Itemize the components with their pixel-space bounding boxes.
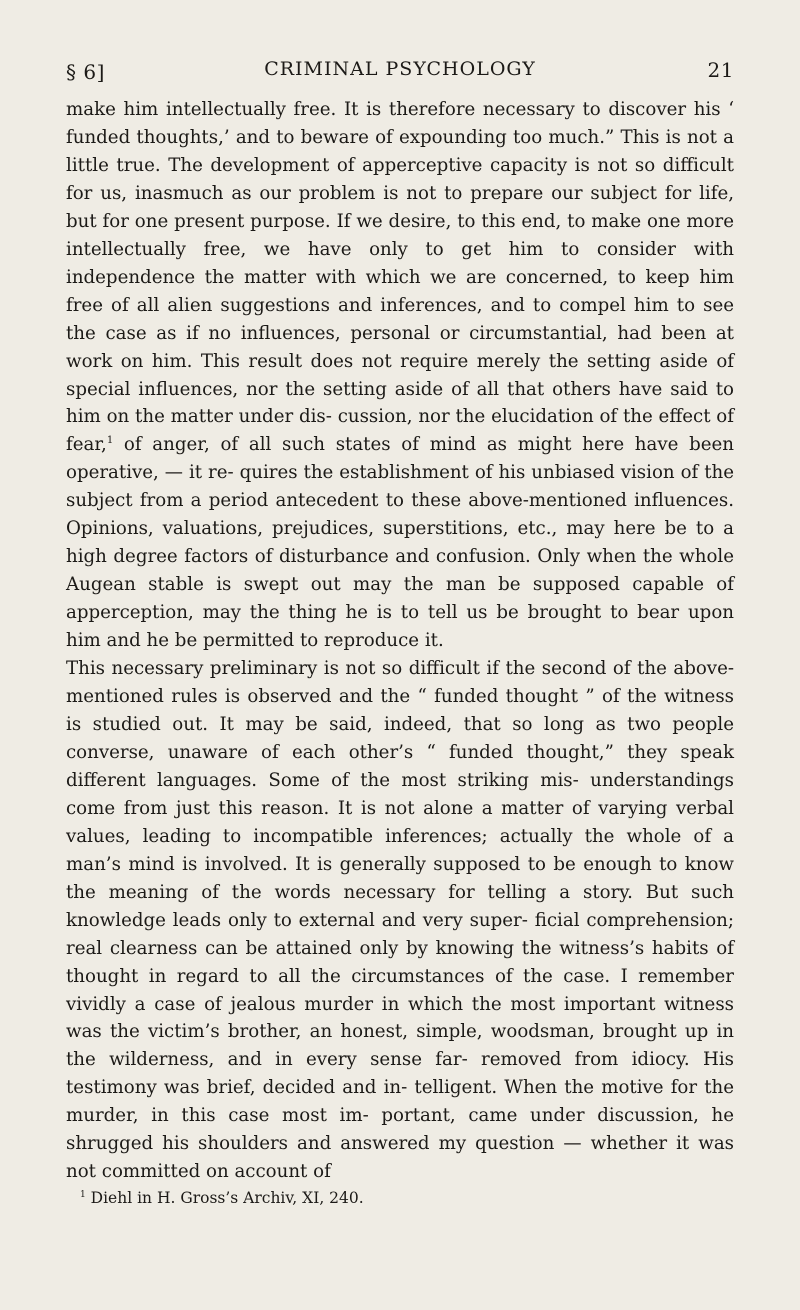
footnote <box>66 1188 734 1208</box>
footnote-text: Diehl in H. Gross’s Archiv, XI, 240. <box>85 1189 364 1208</box>
paragraph-1-part-2: of anger, of all such states of mind as might here have been operative, — it re- quires the establishment of his unbiased vision of the subject from a period antecedent to these above-mentioned influences. Opinions, valuations, prejudices, superstitions, etc., may here be to a high degree factors of disturbance and confusion. Only when the whole Augean stable is swept out may the man be supposed capable of apperception, may the thing he is to tell us be brought to bear upon him and he be permitted to reproduce it. <box>66 434 734 652</box>
footnote-number: 1 <box>80 1190 86 1201</box>
running-title: CRIMINAL PSYCHOLOGY <box>264 58 536 80</box>
section-marker: § 6] <box>66 60 105 84</box>
paragraph-1 <box>66 96 734 655</box>
paragraph-2: This necessary preliminary is not so difficult if the second of the above-mentioned rules is observed and the “ funded thought ” of the witness is studied out. It may be said, indeed, that so long as two people converse, unaware of each other’s “ funded thought,” they speak different languages. Some of the most striking mis- understandings come from just this reason. It is not alone a matter of varying verbal values, leading to incompatible inferences; actually the whole of a man’s mind is involved. It is generally supposed to be enough to know the meaning of the words necessary for telling a story. But such knowledge leads only to external and very super- ficial comprehension; real clearness can be attained only by knowing the witness’s habits of thought in regard to all the circumstances of the case. I remember vividly a case of jealous murder in which the most important witness was the victim’s brother, an honest, simple, woodsman, brought up in the wilderness, and in every sense far- removed from idiocy. His testimony was brief, decided and in- telligent. When the motive for the murder, in this case most im- portant, came under discussion, he shrugged his shoulders and answered my question — whether it was not committed on account of <box>66 658 734 1183</box>
body-text <box>66 96 734 1186</box>
paragraph-1-part-1: make him intellectually free. It is therefore necessary to discover his ‘ funded thoughts,’ and to beware of expounding too much.” This is not a little true. The development of apperceptive capacity is not so difficult for us, inasmuch as our problem is not to prepare our subject for life, but for one present purpose. If we desire, to this end, to make one more intellectually free, we have only to get him to consider with independence the matter with which we are concerned, to keep him free of all alien suggestions and inferences, and to compel him to see the case as if no influences, personal or circumstantial, had been at work on him. This result does not require merely the setting aside of special influences, nor the setting aside of all that others have said to him on the matter under dis- cussion, nor the elucidation of the effect of fear, <box>66 99 734 456</box>
footnote-reference: 1 <box>106 435 114 447</box>
page-number: 21 <box>707 58 734 82</box>
running-header <box>66 54 734 90</box>
book-page <box>66 54 734 1208</box>
